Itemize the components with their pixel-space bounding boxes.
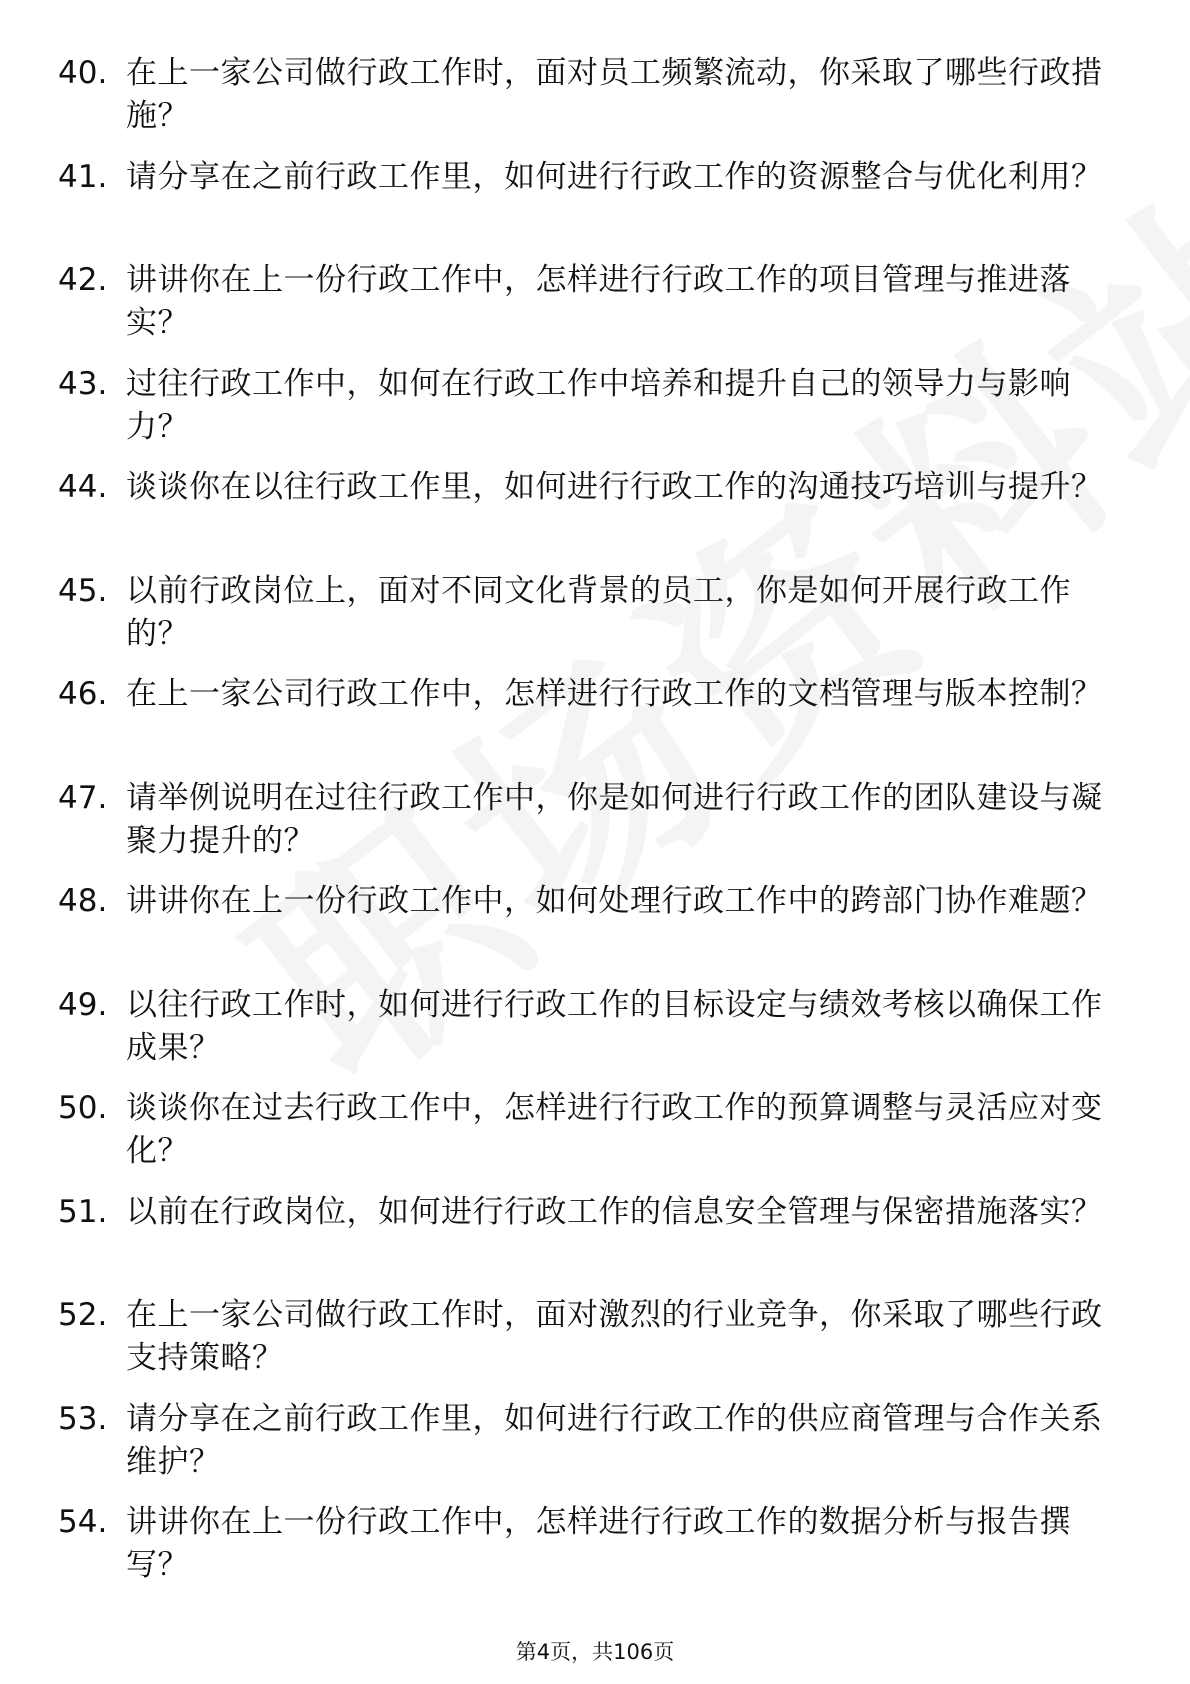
page-number: 第4页，共106页: [515, 1640, 675, 1664]
list-item: [0, 466, 1190, 570]
question-number: 52.: [58, 1297, 108, 1333]
question-text: 请举例说明在过往行政工作中，你是如何进行行政工作的团队建设与凝聚力提升的？: [126, 779, 1103, 859]
question-text: 以往行政工作时，如何进行行政工作的目标设定与绩效考核以确保工作成果？: [126, 986, 1103, 1066]
question-text: 谈谈你在以往行政工作里，如何进行行政工作的沟通技巧培训与提升？: [126, 469, 1103, 505]
list-item: [0, 156, 1190, 260]
question-number: 44.: [58, 469, 108, 505]
list-item: [0, 1191, 1190, 1295]
list-item: [0, 363, 1190, 467]
question-number: 45.: [58, 572, 108, 609]
question-number: 42.: [58, 262, 108, 298]
list-item: [0, 259, 1190, 363]
question-number: 49.: [58, 986, 108, 1023]
question-text: 请分享在之前行政工作里，如何进行行政工作的资源整合与优化利用？: [126, 158, 1103, 195]
list-item: [0, 984, 1190, 1088]
list-item: [0, 1398, 1190, 1502]
question-number: 47.: [58, 779, 108, 816]
question-text: 讲讲你在上一份行政工作中，怎样进行行政工作的项目管理与推进落实？: [126, 262, 1071, 341]
question-text: 过往行政工作中，如何在行政工作中培养和提升自己的领导力与影响力？: [126, 365, 1071, 445]
question-number: 46.: [58, 676, 108, 712]
question-text: 讲讲你在上一份行政工作中，怎样进行行政工作的数据分析与报告撰写？: [126, 1504, 1071, 1583]
list-item: [0, 777, 1190, 881]
list-item: [0, 1501, 1190, 1605]
question-text: 在上一家公司行政工作中，怎样进行行政工作的文档管理与版本控制？: [126, 676, 1103, 712]
list-item: [0, 673, 1190, 777]
question-number: 43.: [58, 365, 108, 402]
question-text: 谈谈你在过去行政工作中，怎样进行行政工作的预算调整与灵活应对变化？: [126, 1090, 1103, 1169]
list-item: [0, 1294, 1190, 1398]
list-item: [0, 880, 1190, 984]
question-number: 50.: [58, 1090, 108, 1126]
question-number: 40.: [58, 55, 108, 91]
question-text: 在上一家公司做行政工作时，面对员工频繁流动，你采取了哪些行政措施？: [126, 55, 1103, 134]
question-number: 48.: [58, 883, 108, 919]
question-number: 54.: [58, 1504, 108, 1540]
question-text: 请分享在之前行政工作里，如何进行行政工作的供应商管理与合作关系维护？: [126, 1400, 1103, 1480]
list-item: [0, 52, 1190, 156]
question-text: 讲讲你在上一份行政工作中，如何处理行政工作中的跨部门协作难题？: [126, 883, 1103, 919]
question-text: 在上一家公司做行政工作时，面对激烈的行业竞争，你采取了哪些行政支持策略？: [126, 1297, 1103, 1376]
question-text: 以前行政岗位上，面对不同文化背景的员工，你是如何开展行政工作的？: [126, 572, 1071, 652]
question-number: 41.: [58, 158, 108, 195]
list-item: [0, 570, 1190, 674]
question-list: [0, 52, 1190, 1605]
question-text: 以前在行政岗位，如何进行行政工作的信息安全管理与保密措施落实？: [126, 1193, 1103, 1230]
question-number: 51.: [58, 1193, 108, 1230]
question-number: 53.: [58, 1400, 108, 1437]
list-item: [0, 1087, 1190, 1191]
